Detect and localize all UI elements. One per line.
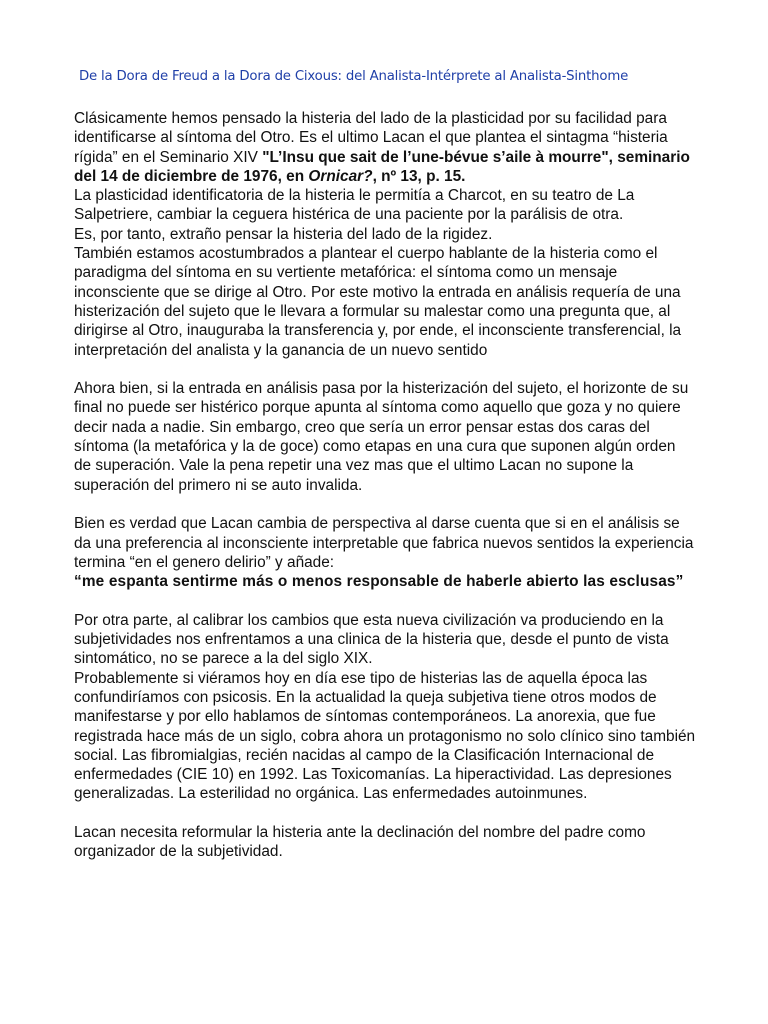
seminar-reference: "L’Insu que sait de l’une-bévue s’aile à mourre", seminario del 14 de diciembre de 1976, en xyxy=(74,148,690,185)
issue-reference: , nº 13, p. 15. xyxy=(372,167,466,185)
lacan-quote: “me espanta sentirme más o menos responsable de haberle abierto las esclusas” xyxy=(74,573,684,591)
intro-text: Clásicamente hemos pensado la histeria del lado de la plasticidad por su facilidad para identificarse al síntoma del Otro. Es el ultimo Lacan el que plantea el sintagma “histeria rígida” en el Seminario XIV xyxy=(74,110,668,166)
journal-name: Ornicar? xyxy=(308,167,373,185)
paragraph-charcot: La plasticidad identificatoria de la histeria le permitía a Charcot, en su teatro de La Salpetriere, cambiar la ceguera histérica de una paciente por la parálisis de otra. xyxy=(74,187,635,224)
paragraph-intro xyxy=(74,109,696,186)
paragraph-conclusion: Lacan necesita reformular la histeria ante la declinación del nombre del padre como organizador de la subjetividad. xyxy=(74,823,646,861)
document-title: De la Dora de Freud a la Dora de Cixous: del Analista-Intérprete al Analista-Sinthome xyxy=(79,69,629,84)
paragraph-contemporary-symptoms: Probablemente si viéramos hoy en día ese tipo de histerias las de aquella época las confundiríamos con psicosis. En la actualidad la queja subjetiva tiene otros modos de manifestarse y por ello hablamos de síntomas contemporáneos. La anorexia, que fue registrada hace más de un siglo, cobra ahora un protagonismo no solo clínico sino también social. Las fibromialgias, recién nacidas al campo de la Clasificación Internacional de enfermedades (CIE 10) en 1992. Las Toxicomanías. La hiperactividad. Las depresiones generalizadas. La esterilidad no orgánica. Las enfermedades autoinmunes. xyxy=(74,669,696,803)
document-body xyxy=(74,109,696,862)
paragraph-rigidity: Es, por tanto, extraño pensar la histeria del lado de la rigidez. xyxy=(74,225,493,243)
paragraph-metaphor: También estamos acostumbrados a plantear el cuerpo hablante de la histeria como el paradigma del síntoma en su vertiente metafórica: el síntoma como un mensaje inconsciente que se dirige al Otro. Por este motivo la entrada en análisis requería de una histerización del sujeto que le llevara a formular su malestar como una pregunta que, al dirigirse al Otro, inauguraba la transferencia y, por ende, el inconsciente transferencial, la interpretación del analista y la ganancia de un nuevo sentido xyxy=(74,245,682,359)
paragraph-civilization: Por otra parte, al calibrar los cambios que esta nueva civilización va produciendo en la subjetividades nos enfrentamos a una clinica de la histeria que, desde el punto de vista sintomático, no se parece a la del siglo XIX. xyxy=(74,611,669,668)
paragraph-analysis-entry: Ahora bien, si la entrada en análisis pasa por la histerización del sujeto, el horizonte de su final no puede ser histérico porque apunta al síntoma como aquello que goza y no quiere decir nada a nadie. Sin embargo, creo que sería un error pensar estas dos caras del síntoma (la metafórica y la de goce) como etapas en una cura que suponen algún orden de superación. Vale la pena repetir una vez mas que el ultimo Lacan no supone la superación del primero ni se auto invalida. xyxy=(74,380,689,494)
paragraph-perspective: Bien es verdad que Lacan cambia de perspectiva al darse cuenta que si en el análisis se da una preferencia al inconsciente interpretable que fabrica nuevos sentidos la experiencia termina “en el genero delirio” y añade: xyxy=(74,515,694,571)
